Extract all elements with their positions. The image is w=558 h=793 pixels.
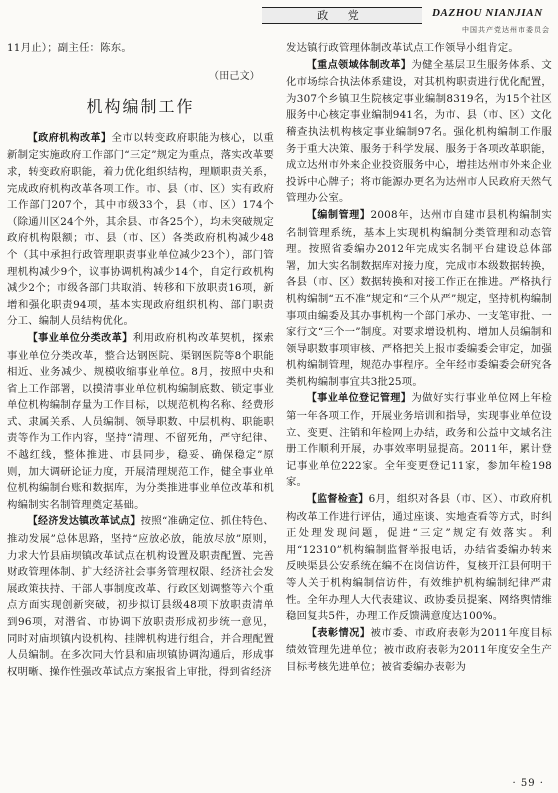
paragraph-text: 为健全基层卫生服务体系、文化市场综合执法体系建设，对其机构职责进行优化配置，为307个乡镇卫生院核定事业编制8319名，为15个社区服务中心核定事业编制941名，为市、县（市、区）文化稽查执法机构核定事业编制97名。强化机构编制工作服务于重大决策、服务于科学发展、服务于各项改革职能，成立达州市外来企业投资服务中心，增挂达州市外来企业投诉中心牌子；将市能源办更名为达州市人民政府天然气管理办公室。 [286,58,552,205]
paragraph-text: 全市以转变政府职能为核心，以重新制定实施政府工作部门“三定”规定为重点，落实改革要求，转变政府职能，着力优化组织结构，理顺职责关系，完成政府机构改革各项工作。市、县（市、区）实有政府工作部门207个，其中市级33个，县（市、区）174个（除通川区24个外，其余县、市各25个），均未突破规定政府机构限额；市、县（市、区）各类政府机构减少48个（其中承担行政管理职责事业单位减少23个），部门管理机构减少9个，议事协调机构减少14个，自定行政机构减少2个；市级各部门共取消、转移和下放职责16项，新增和强化职责94项，基本实现政府组织机构、部门职责分工、编制人员结构优化。 [7,131,274,328]
left-column [7,40,274,680]
paragraph [286,491,552,625]
section-tag: 【表彰情况】 [306,627,371,639]
journal-title: DAZHOU NIANJIAN [432,7,543,19]
article-title: 机构编制工作 [86,97,195,117]
paragraph-text: 按照“准确定位、抓住特色、推动发展”总体思路，坚持“应放必放，能放尽放”原则，力求大竹县庙坝镇改革试点在机构设置及职责配置、完善财政管理体制、扩大经济社会事务管理权限、经济社会发展政策扶持、干部人事制度改革、行政区划调整等六个重点方面实现创新突破，初步拟订县级48项下放职责清单到96项，对潜省、市协调下放职责形成初步统一意见，同时对庙坝镇内设机构、挂牌机构进行组合，并合理配置人员编制。在多次同大竹县和庙坝镇协调沟通后，形成事权明晰、操作性强改革试点方案报省上审批，得到省经济 [7,515,274,678]
paragraph [286,207,552,391]
lead-line: 11月止）；副主任：陈东。 [7,42,132,54]
section-tag: 【编制管理】 [306,209,371,221]
section-tag: 【监督检查】 [306,494,369,506]
journal-subtitle: 中国共产党达州市委员会 [462,26,550,34]
paragraph [286,57,552,207]
page-number: · 59 · [512,778,544,789]
paragraph-text: 6月，组织对各县（市、区）、市政府机构改革工作进行评估，通过座谈、实地查看等方式，时纠正处理发现问题，促进“三定”规定有效落实。利用“12310”机构编制监督举报电话，办结省委编办转来反映渠县公安系统在编不在岗信访件，复核开江县何明干等人关于机构编制信访件，有效维护机构编制纪律严肃性。全年办理人大代表建议、政协委员提案、网络舆情维稳回复共5件，办理工作反馈满意度达100%。 [286,493,552,623]
paragraph-text: 发达镇行政管理体制改革试点工作领导小组肯定。 [286,42,519,54]
section-tag: 【政府机构改革】 [27,132,112,144]
right-column [286,40,552,676]
author-credit: （田己文） [209,70,260,82]
paragraph [286,40,552,57]
paragraph [7,513,274,680]
page-header [0,4,558,36]
section-tab: 政 党 [262,7,422,24]
section-tag: 【事业单位分类改革】 [27,332,133,344]
section-tag: 【经济发达镇改革试点】 [27,516,141,528]
paragraph [286,390,552,491]
paragraph-text: 为做好实行事业单位网上年检第一年各项工作，开展业务培训和指导，实现事业单位设立、变更、注销和年检网上办结，政务和公益中文域名注册工作顺利开展，办事效率明显提高。2011年，累计登记事业单位222家。全年变更登记11家，参加年检198家。 [286,392,552,489]
paragraph [7,330,274,514]
section-tag: 【重点领域体制改革】 [306,59,412,71]
paragraph [7,130,274,330]
section-tag: 【事业单位登记管理】 [306,393,412,405]
paragraph-text: 被市委、市政府表彰为2011年度目标绩效管理先进单位；被市政府表彰为2011年度安全生产目标考核先进单位；被省委编办表彰为 [286,626,552,673]
paragraph-text: 利用政府机构改革契机，探索事业单位分类改革，整合达钢医院、渠钢医院等8个职能相近、业务减少、规模收缩事业单位。8月，按照中央和省上工作部署，以摸清事业单位机构编制底数、锁定事业单位机构编制存量为工作目标，以规范机构名称、经费形式、隶属关系、人员编制、领导职数、中层机构、职能职责等作为工作内容，坚持“清理、不留死角，严守纪律、不越红线，整体推进、市县同步，稳妥、确保稳定”原则，加大调研论证力度，开展清理规范工作，健全事业单位机构编制台账和数据库，为分类推进事业单位改革和机构编制实名制管理奠定基础。 [7,331,274,511]
paragraph [286,625,552,676]
paragraph-text: 2008年，达州市自建市县机构编制实名制管理系统，基本上实现机构编制分类管理和动态管理。按照省委编办2012年完成实名制平台建设总体部署，加大实名制数据库对接力度，完成市本级数据转换，各县（市、区）数据转换和对接工作正在推进。严格执行机构编制“五不准”规定和“三个从严”规定，坚持机构编制事项由编委及其办事机构一个部门承办、一支笔审批、一家行文“三个一”制度。对要求增设机构、增加人员编制和领导职数事项审核、严格把关上报市委编委会审定，加强机构编制管理，规范办事程序。全年经市委编委会研究各类机构编制事宜共3批25项。 [286,208,552,388]
